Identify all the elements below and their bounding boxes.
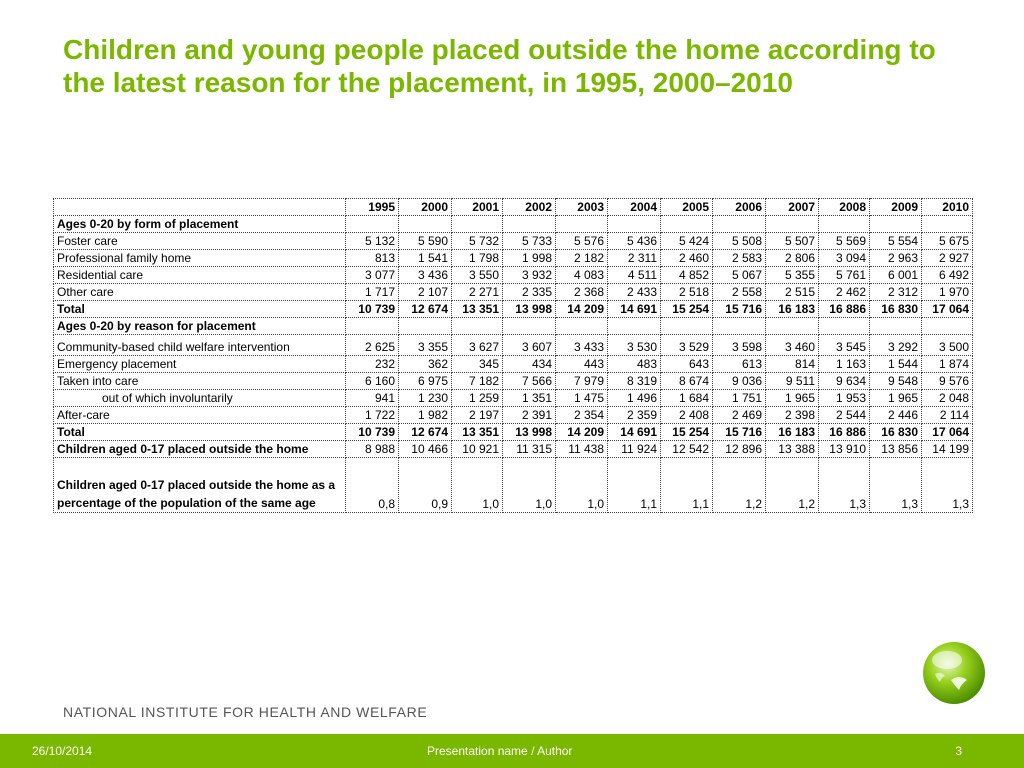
table-row [54,407,973,424]
value-cell: 2 625 [346,335,399,356]
value-cell: 1 998 [503,250,556,267]
value-cell: 13 998 [503,424,556,441]
value-cell: 12 542 [661,441,713,458]
value-cell: 2 446 [870,407,922,424]
value-cell: 5 067 [713,267,766,284]
value-cell [819,216,870,233]
value-cell: 16 183 [766,424,819,441]
value-cell: 1 163 [819,356,870,373]
value-cell: 5 355 [766,267,819,284]
value-cell: 14 691 [608,424,661,441]
row-label-cell: out of which involuntarily [54,390,346,407]
value-cell: 3 529 [661,335,713,356]
value-cell [870,216,922,233]
footer-presentation-name: Presentation name / Author [427,744,573,758]
value-cell: 1 970 [922,284,973,301]
value-cell [556,318,608,335]
value-cell: 1,0 [556,458,608,513]
year-header-cell: 2000 [399,199,452,216]
value-cell: 3 598 [713,335,766,356]
value-cell: 11 924 [608,441,661,458]
placement-statistics-table [53,198,973,513]
value-cell: 13 910 [819,441,870,458]
value-cell: 5 733 [503,233,556,250]
value-cell [766,318,819,335]
value-cell: 6 975 [399,373,452,390]
value-cell: 2 583 [713,250,766,267]
value-cell [819,318,870,335]
row-label-cell: Children aged 0-17 placed outside the home [54,441,346,458]
value-cell: 14 199 [922,441,973,458]
value-cell: 2 197 [452,407,503,424]
row-label-cell: Ages 0-20 by form of placement [54,216,346,233]
value-cell: 4 083 [556,267,608,284]
value-cell [399,216,452,233]
value-cell: 1,0 [452,458,503,513]
footer-page-number: 3 [955,744,962,758]
value-cell: 613 [713,356,766,373]
value-cell: 3 500 [922,335,973,356]
value-cell: 0,9 [399,458,452,513]
row-label-cell: Total [54,424,346,441]
value-cell: 1,3 [870,458,922,513]
value-cell: 2 182 [556,250,608,267]
table-row [54,373,973,390]
value-cell: 1 965 [766,390,819,407]
value-cell: 3 545 [819,335,870,356]
value-cell [452,318,503,335]
value-cell: 5 554 [870,233,922,250]
table-row [54,441,973,458]
value-cell: 13 351 [452,424,503,441]
value-cell: 2 335 [503,284,556,301]
value-cell: 14 209 [556,424,608,441]
value-cell [503,216,556,233]
value-cell: 1,2 [766,458,819,513]
value-cell: 2 312 [870,284,922,301]
value-cell: 9 634 [819,373,870,390]
value-cell: 13 856 [870,441,922,458]
row-label-cell: Taken into care [54,373,346,390]
header-label-cell [54,199,346,216]
value-cell: 1,1 [608,458,661,513]
value-cell: 2 806 [766,250,819,267]
value-cell: 4 852 [661,267,713,284]
value-cell: 9 036 [713,373,766,390]
value-cell [922,318,973,335]
value-cell: 5 675 [922,233,973,250]
value-cell: 7 979 [556,373,608,390]
table-row [54,233,973,250]
value-cell: 3 460 [766,335,819,356]
value-cell: 6 001 [870,267,922,284]
value-cell: 17 064 [922,424,973,441]
value-cell: 10 921 [452,441,503,458]
value-cell [870,318,922,335]
value-cell [346,216,399,233]
value-cell: 2 469 [713,407,766,424]
row-label-cell: Total [54,301,346,318]
value-cell: 2 433 [608,284,661,301]
value-cell: 1,3 [819,458,870,513]
value-cell: 2 558 [713,284,766,301]
value-cell: 941 [346,390,399,407]
value-cell: 483 [608,356,661,373]
value-cell [608,318,661,335]
value-cell: 1 751 [713,390,766,407]
year-header-cell: 2008 [819,199,870,216]
year-header-cell: 2010 [922,199,973,216]
value-cell: 1,0 [503,458,556,513]
value-cell: 2 460 [661,250,713,267]
value-cell: 10 739 [346,301,399,318]
value-cell: 13 388 [766,441,819,458]
table-row [54,335,973,356]
value-cell: 11 315 [503,441,556,458]
table-row [54,216,973,233]
value-cell: 0,8 [346,458,399,513]
value-cell: 2 359 [608,407,661,424]
value-cell: 10 739 [346,424,399,441]
value-cell [766,216,819,233]
value-cell: 434 [503,356,556,373]
row-label-cell: Foster care [54,233,346,250]
value-cell: 5 761 [819,267,870,284]
value-cell: 1 965 [870,390,922,407]
year-header-cell: 2003 [556,199,608,216]
value-cell: 3 292 [870,335,922,356]
value-cell: 1 496 [608,390,661,407]
value-cell: 2 114 [922,407,973,424]
value-cell [556,216,608,233]
value-cell: 2 963 [870,250,922,267]
value-cell: 1 544 [870,356,922,373]
value-cell: 1 874 [922,356,973,373]
value-cell: 15 716 [713,301,766,318]
table-row [54,424,973,441]
value-cell: 10 466 [399,441,452,458]
value-cell: 362 [399,356,452,373]
table-body [54,216,973,513]
row-label-cell: Other care [54,284,346,301]
value-cell: 1,2 [713,458,766,513]
value-cell: 16 183 [766,301,819,318]
slide-title: Children and young people placed outside the home according to the latest reason for the placement, in 1995, 2000–2010 [63,34,936,98]
value-cell: 5 132 [346,233,399,250]
value-cell: 1,1 [661,458,713,513]
value-cell: 15 716 [713,424,766,441]
table-row [54,356,973,373]
value-cell: 12 674 [399,424,452,441]
value-cell: 3 355 [399,335,452,356]
value-cell: 5 590 [399,233,452,250]
value-cell: 3 627 [452,335,503,356]
row-label-cell: Residential care [54,267,346,284]
value-cell: 5 508 [713,233,766,250]
value-cell: 5 424 [661,233,713,250]
value-cell: 8 319 [608,373,661,390]
value-cell [452,216,503,233]
value-cell: 3 433 [556,335,608,356]
value-cell: 3 077 [346,267,399,284]
value-cell: 2 408 [661,407,713,424]
value-cell: 6 160 [346,373,399,390]
year-header-cell: 2004 [608,199,661,216]
value-cell: 7 182 [452,373,503,390]
value-cell: 2 107 [399,284,452,301]
value-cell: 1 230 [399,390,452,407]
table-row [54,267,973,284]
value-cell: 15 254 [661,301,713,318]
value-cell: 9 511 [766,373,819,390]
value-cell: 443 [556,356,608,373]
value-cell: 11 438 [556,441,608,458]
row-label-cell: Ages 0-20 by reason for placement [54,318,346,335]
value-cell: 16 886 [819,301,870,318]
value-cell: 1 259 [452,390,503,407]
value-cell: 3 550 [452,267,503,284]
year-header-cell: 2005 [661,199,713,216]
value-cell [346,318,399,335]
value-cell: 16 886 [819,424,870,441]
value-cell: 3 530 [608,335,661,356]
value-cell: 15 254 [661,424,713,441]
value-cell: 5 569 [819,233,870,250]
value-cell: 2 398 [766,407,819,424]
value-cell: 813 [346,250,399,267]
value-cell: 2 462 [819,284,870,301]
value-cell [661,318,713,335]
footer-bar [0,734,1024,768]
value-cell: 5 436 [608,233,661,250]
footer-date: 26/10/2014 [32,744,93,758]
value-cell: 6 492 [922,267,973,284]
value-cell: 2 311 [608,250,661,267]
value-cell: 9 548 [870,373,922,390]
year-header-cell: 2001 [452,199,503,216]
value-cell: 3 436 [399,267,452,284]
table-row [54,250,973,267]
value-cell: 2 518 [661,284,713,301]
value-cell: 2 048 [922,390,973,407]
value-cell: 2 927 [922,250,973,267]
value-cell: 9 576 [922,373,973,390]
value-cell: 1 953 [819,390,870,407]
value-cell: 3 094 [819,250,870,267]
year-header-cell: 2007 [766,199,819,216]
value-cell: 8 674 [661,373,713,390]
table-row [54,390,973,407]
value-cell: 232 [346,356,399,373]
value-cell: 8 988 [346,441,399,458]
value-cell: 12 674 [399,301,452,318]
value-cell: 1,3 [922,458,973,513]
value-cell: 14 209 [556,301,608,318]
value-cell: 5 732 [452,233,503,250]
value-cell: 13 351 [452,301,503,318]
value-cell: 5 507 [766,233,819,250]
value-cell: 4 511 [608,267,661,284]
year-header-cell: 1995 [346,199,399,216]
value-cell: 2 354 [556,407,608,424]
row-label-cell: Professional family home [54,250,346,267]
value-cell: 2 391 [503,407,556,424]
value-cell: 1 541 [399,250,452,267]
data-table-container [53,198,972,513]
value-cell: 2 368 [556,284,608,301]
value-cell: 12 896 [713,441,766,458]
value-cell: 1 722 [346,407,399,424]
value-cell: 1 982 [399,407,452,424]
organization-name: NATIONAL INSTITUTE FOR HEALTH AND WELFARE [63,704,428,720]
value-cell: 17 064 [922,301,973,318]
row-label-cell: Children aged 0-17 placed outside the home as a percentage of the population of the same age [54,458,346,513]
globe-logo-icon [921,640,987,706]
value-cell: 814 [766,356,819,373]
value-cell: 3 932 [503,267,556,284]
value-cell: 16 830 [870,301,922,318]
row-label-cell: Emergency placement [54,356,346,373]
value-cell: 1 717 [346,284,399,301]
value-cell: 1 475 [556,390,608,407]
value-cell: 2 271 [452,284,503,301]
value-cell [608,216,661,233]
value-cell: 1 351 [503,390,556,407]
table-header-row [54,199,973,216]
value-cell: 3 607 [503,335,556,356]
value-cell: 1 684 [661,390,713,407]
value-cell: 5 576 [556,233,608,250]
value-cell: 2 544 [819,407,870,424]
value-cell: 643 [661,356,713,373]
value-cell: 345 [452,356,503,373]
value-cell: 14 691 [608,301,661,318]
value-cell [713,318,766,335]
year-header-cell: 2009 [870,199,922,216]
value-cell [503,318,556,335]
table-row [54,318,973,335]
value-cell [713,216,766,233]
value-cell: 13 998 [503,301,556,318]
row-label-cell: Community-based child welfare intervention [54,335,346,356]
value-cell [399,318,452,335]
value-cell: 7 566 [503,373,556,390]
row-label-cell: After-care [54,407,346,424]
table-row [54,301,973,318]
table-row [54,284,973,301]
value-cell [922,216,973,233]
value-cell: 2 515 [766,284,819,301]
year-header-cell: 2006 [713,199,766,216]
value-cell [661,216,713,233]
table-row [54,458,973,513]
value-cell: 1 798 [452,250,503,267]
value-cell: 16 830 [870,424,922,441]
year-header-cell: 2002 [503,199,556,216]
